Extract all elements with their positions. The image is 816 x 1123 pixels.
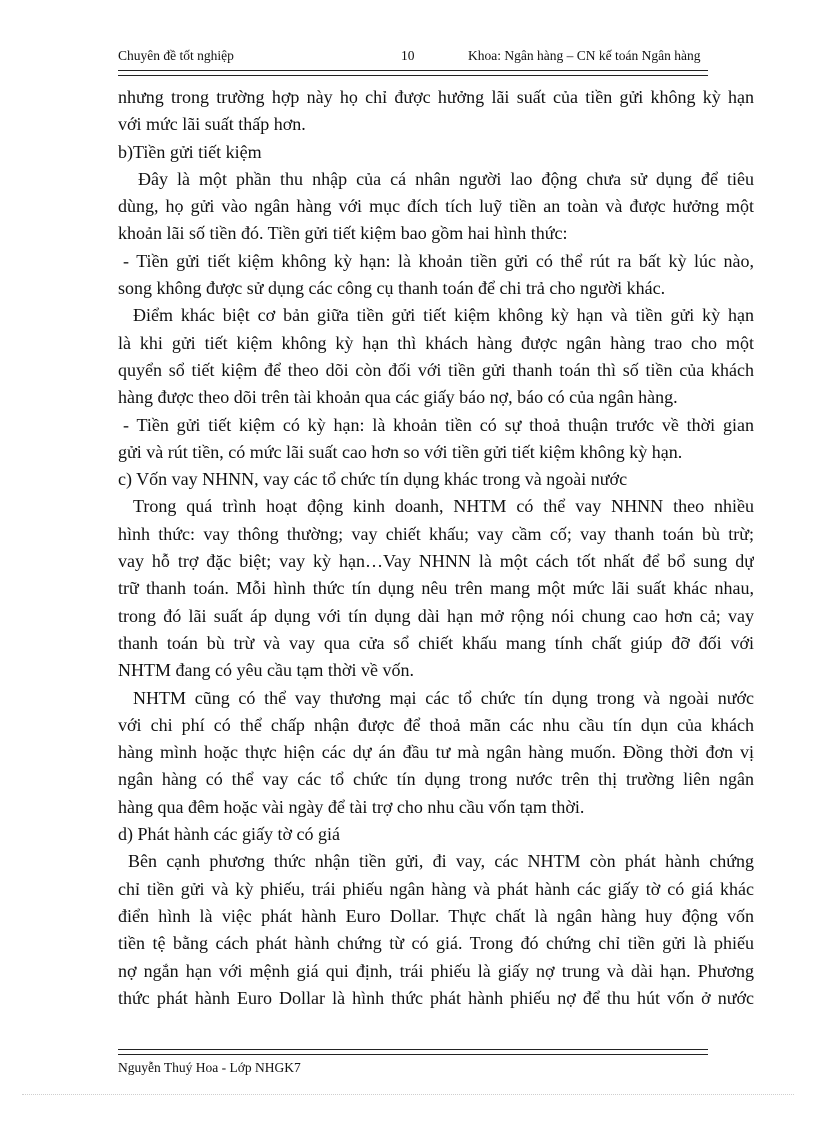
text-line: hàng mình hoặc thực hiện các dự án đầu tư mà ngân hàng muốn. Đồng thời đơn vị bbox=[118, 742, 754, 763]
page-number: 10 bbox=[401, 48, 415, 63]
text-line: trữ thanh toán. Mỗi hình thức tín dụng nêu trên mang một mức lãi suất khác nhau, bbox=[118, 578, 754, 599]
header-divider bbox=[118, 70, 708, 76]
text-line: hàng được theo dõi trên tài khoản qua các giấy báo nợ, báo có của ngân hàng. bbox=[118, 387, 678, 408]
text-line: nhưng trong trường hợp này họ chỉ được hưởng lãi suất của tiền gửi không kỳ hạn bbox=[118, 87, 754, 107]
text-line: là khi gửi tiết kiệm không kỳ hạn thì khách hàng được ngân hàng trao cho một bbox=[118, 332, 754, 353]
text-line: thức phát hành Euro Dollar là hình thức phát hành phiếu nợ để thu hút vốn ở nước bbox=[118, 987, 754, 1008]
text-line: điển hình là việc phát hành Euro Dollar. Thực chất là ngân hàng huy động vốn bbox=[118, 905, 754, 926]
text-line: dùng, họ gửi vào ngân hàng với mục đích tích luỹ tiền an toàn và được hưởng một bbox=[118, 196, 754, 217]
body-text bbox=[118, 84, 754, 1012]
text-line: với mức lãi suất thấp hơn. bbox=[118, 114, 306, 135]
header-thesis-title: Chuyên đề tốt nghiệp bbox=[118, 48, 234, 63]
text-line: Bên cạnh phương thức nhận tiền gửi, đi vay, các NHTM còn phát hành chứng bbox=[128, 851, 754, 872]
text-line: - Tiền gửi tiết kiệm không kỳ hạn: là khoản tiền gửi có thể rút ra bất kỳ lúc nào, bbox=[123, 250, 754, 271]
text-line: gửi và rút tiền, có mức lãi suất cao hơn so với tiền gửi tiết kiệm không kỳ hạn. bbox=[118, 441, 683, 462]
footer-divider bbox=[118, 1049, 708, 1055]
text-line: nợ ngắn hạn với mệnh giá qui định, trái phiếu là giấy nợ trung và dài hạn. Phương bbox=[118, 960, 754, 981]
text-line: NHTM đang có yêu cầu tạm thời về vốn. bbox=[118, 660, 414, 681]
text-line: Điểm khác biệt cơ bản giữa tiền gửi tiết kiệm không kỳ hạn và tiền gửi kỳ hạn bbox=[133, 305, 754, 326]
text-line: quyển sổ tiết kiệm để theo dõi còn đối với tiền gửi thanh toán thì số tiền của khách bbox=[118, 359, 754, 380]
text-line: với chi phí có thể chấp nhận được để thoả mãn các nhu cầu tín dụn của khách bbox=[118, 714, 754, 735]
text-line: khoản lãi số tiền đó. Tiền gửi tiết kiệm bao gồm hai hình thức: bbox=[118, 223, 568, 244]
text-line: song không được sử dụng các công cụ thanh toán để chi trả cho người khác. bbox=[118, 278, 666, 299]
section-heading-b: b)Tiền gửi tiết kiệm bbox=[118, 141, 262, 162]
text-line: thanh toán bù trừ và vay qua cửa sổ chiết khấu mang tính chất giúp đỡ đối với bbox=[118, 632, 754, 653]
text-line: vay hỗ trợ đặc biệt; vay kỳ hạn…Vay NHNN là một cách tốt nhất để bổ sung dự bbox=[118, 551, 754, 572]
text-line: hàng qua đêm hoặc vài ngày để tài trợ cho nhu cầu vốn tạm thời. bbox=[118, 796, 585, 817]
page-break-line bbox=[22, 1094, 794, 1095]
text-line: hình thức: vay thông thường; vay chiết khấu; vay cầm cố; vay thanh toán bù trừ; bbox=[118, 523, 754, 544]
page-header bbox=[118, 48, 740, 70]
text-line: ngân hàng có thể vay các tổ chức tín dụng trong nước trên thị trường liên ngân bbox=[118, 769, 754, 790]
text-line: Trong quá trình hoạt động kinh doanh, NHTM có thể vay NHNN theo nhiều bbox=[133, 496, 754, 517]
footer-author: Nguyễn Thuý Hoa - Lớp NHGK7 bbox=[118, 1060, 301, 1075]
text-line: chỉ tiền gửi và kỳ phiếu, trái phiếu ngân hàng và phát hành các giấy tờ có giá khác bbox=[118, 878, 754, 899]
text-line: tiền tệ bằng cách phát hành chứng từ có giá. Trong đó chứng chỉ tiền gửi là phiếu bbox=[118, 933, 754, 954]
text-line: NHTM cũng có thể vay thương mại các tổ chức tín dụng trong và ngoài nước bbox=[133, 687, 754, 708]
section-heading-c: c) Vốn vay NHNN, vay các tổ chức tín dụng khác trong và ngoài nước bbox=[118, 469, 628, 490]
section-heading-d: d) Phát hành các giấy tờ có giá bbox=[118, 824, 340, 845]
header-faculty: Khoa: Ngân hàng – CN kế toán Ngân hàng bbox=[468, 48, 701, 63]
text-line: trong đó lãi suất áp dụng với tín dụng dài hạn mở rộng nói chung cao hơn cả; vay bbox=[118, 605, 754, 626]
text-line: - Tiền gửi tiết kiệm có kỳ hạn: là khoản tiền có sự thoả thuận trước về thời gian bbox=[123, 414, 754, 435]
text-line: Đây là một phần thu nhập của cá nhân người lao động chưa sử dụng để tiêu bbox=[138, 168, 754, 189]
